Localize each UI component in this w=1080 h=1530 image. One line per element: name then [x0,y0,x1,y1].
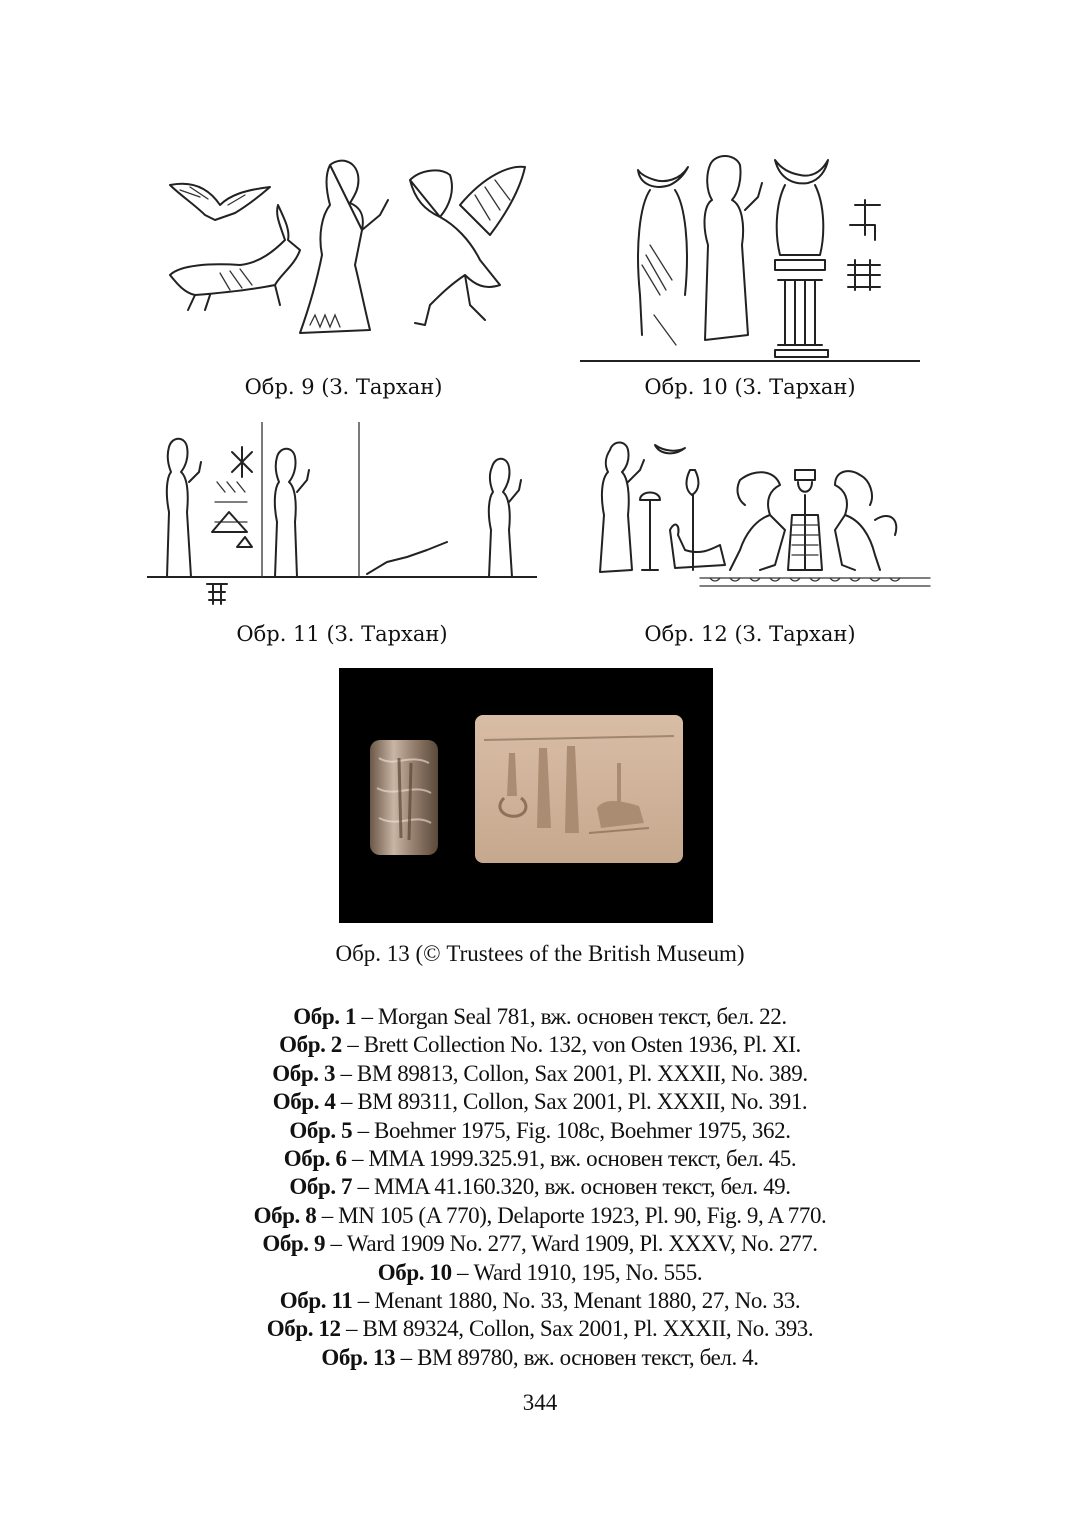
reference-label: Обр. 5 [289,1117,353,1143]
reference-text: – Boehmer 1975, Fig. 108c, Boehmer 1975, 362. [352,1117,791,1143]
reference-item [0,1173,1080,1201]
reference-text: – MMA 1999.325.91, вж. основен текст, бел. 45. [346,1146,797,1172]
figure-11-drawing [147,422,537,617]
reference-text: – BM 89780, вж. основен текст, бел. 4. [395,1344,759,1370]
reference-item [0,1259,1080,1287]
reference-item [0,1117,1080,1145]
reference-label: Обр. 4 [272,1089,336,1115]
reference-text: – Morgan Seal 781, вж. основен текст, бел. 22. [356,1004,787,1029]
reference-label: Обр. 11 [279,1288,353,1314]
figure-10-caption: Обр. 10 (З. Тархан) [644,375,856,399]
reference-text: – MMA 41.160.320, вж. основен текст, бел. 49. [352,1174,791,1200]
reference-label: Обр. 2 [279,1032,342,1058]
reference-text: – MN 105 (A 770), Delaporte 1923, Pl. 90, Fig. 9, A 770. [316,1202,827,1228]
reference-label: Обр. 10 [377,1259,452,1285]
reference-label: Обр. 7 [289,1174,353,1200]
figure-references-list [0,1003,1080,1372]
figure-9-caption: Обр. 9 (З. Тархан) [244,375,443,399]
reference-label: Обр. 13 [321,1344,396,1370]
figure-9-drawing [150,145,537,370]
reference-label: Обр. 1 [293,1004,357,1029]
page-number: 344 [522,1390,558,1415]
reference-label: Обр. 12 [266,1316,341,1342]
figure-13-caption: Обр. 13 (© Trustees of the British Museum) [335,941,745,966]
figure-12-caption: Обр. 12 (З. Тархан) [644,622,856,646]
figure-12-drawing [560,420,940,620]
reference-label: Обр. 6 [283,1146,347,1172]
reference-text: – Brett Collection No. 132, von Osten 1936, Pl. XI. [341,1032,801,1058]
reference-item [0,1088,1080,1116]
reference-text: – BM 89324, Collon, Sax 2001, Pl. XXXII, No. 393. [340,1316,814,1342]
reference-label: Обр. 3 [272,1060,336,1086]
reference-item [0,1344,1080,1372]
reference-text: – BM 89311, Collon, Sax 2001, Pl. XXXII, No. 391. [335,1089,808,1115]
figure-13-photo [339,668,713,923]
reference-item [0,1230,1080,1258]
reference-item [0,1287,1080,1315]
reference-text: – Ward 1909 No. 277, Ward 1909, Pl. XXXV, No. 277. [325,1231,818,1257]
figure-10-drawing [580,145,920,367]
reference-item [0,1145,1080,1173]
reference-text: – Menant 1880, No. 33, Menant 1880, 27, No. 33. [352,1288,801,1314]
reference-item [0,1202,1080,1230]
reference-item [0,1003,1080,1031]
reference-item [0,1031,1080,1059]
reference-text: – Ward 1910, 195, No. 555. [451,1259,703,1285]
figure-11-caption: Обр. 11 (З. Тархан) [236,622,448,646]
reference-label: Обр. 8 [253,1202,317,1228]
reference-label: Обр. 9 [262,1231,326,1257]
reference-item [0,1060,1080,1088]
reference-text: – BM 89813, Collon, Sax 2001, Pl. XXXII, No. 389. [335,1060,808,1086]
reference-item [0,1315,1080,1343]
